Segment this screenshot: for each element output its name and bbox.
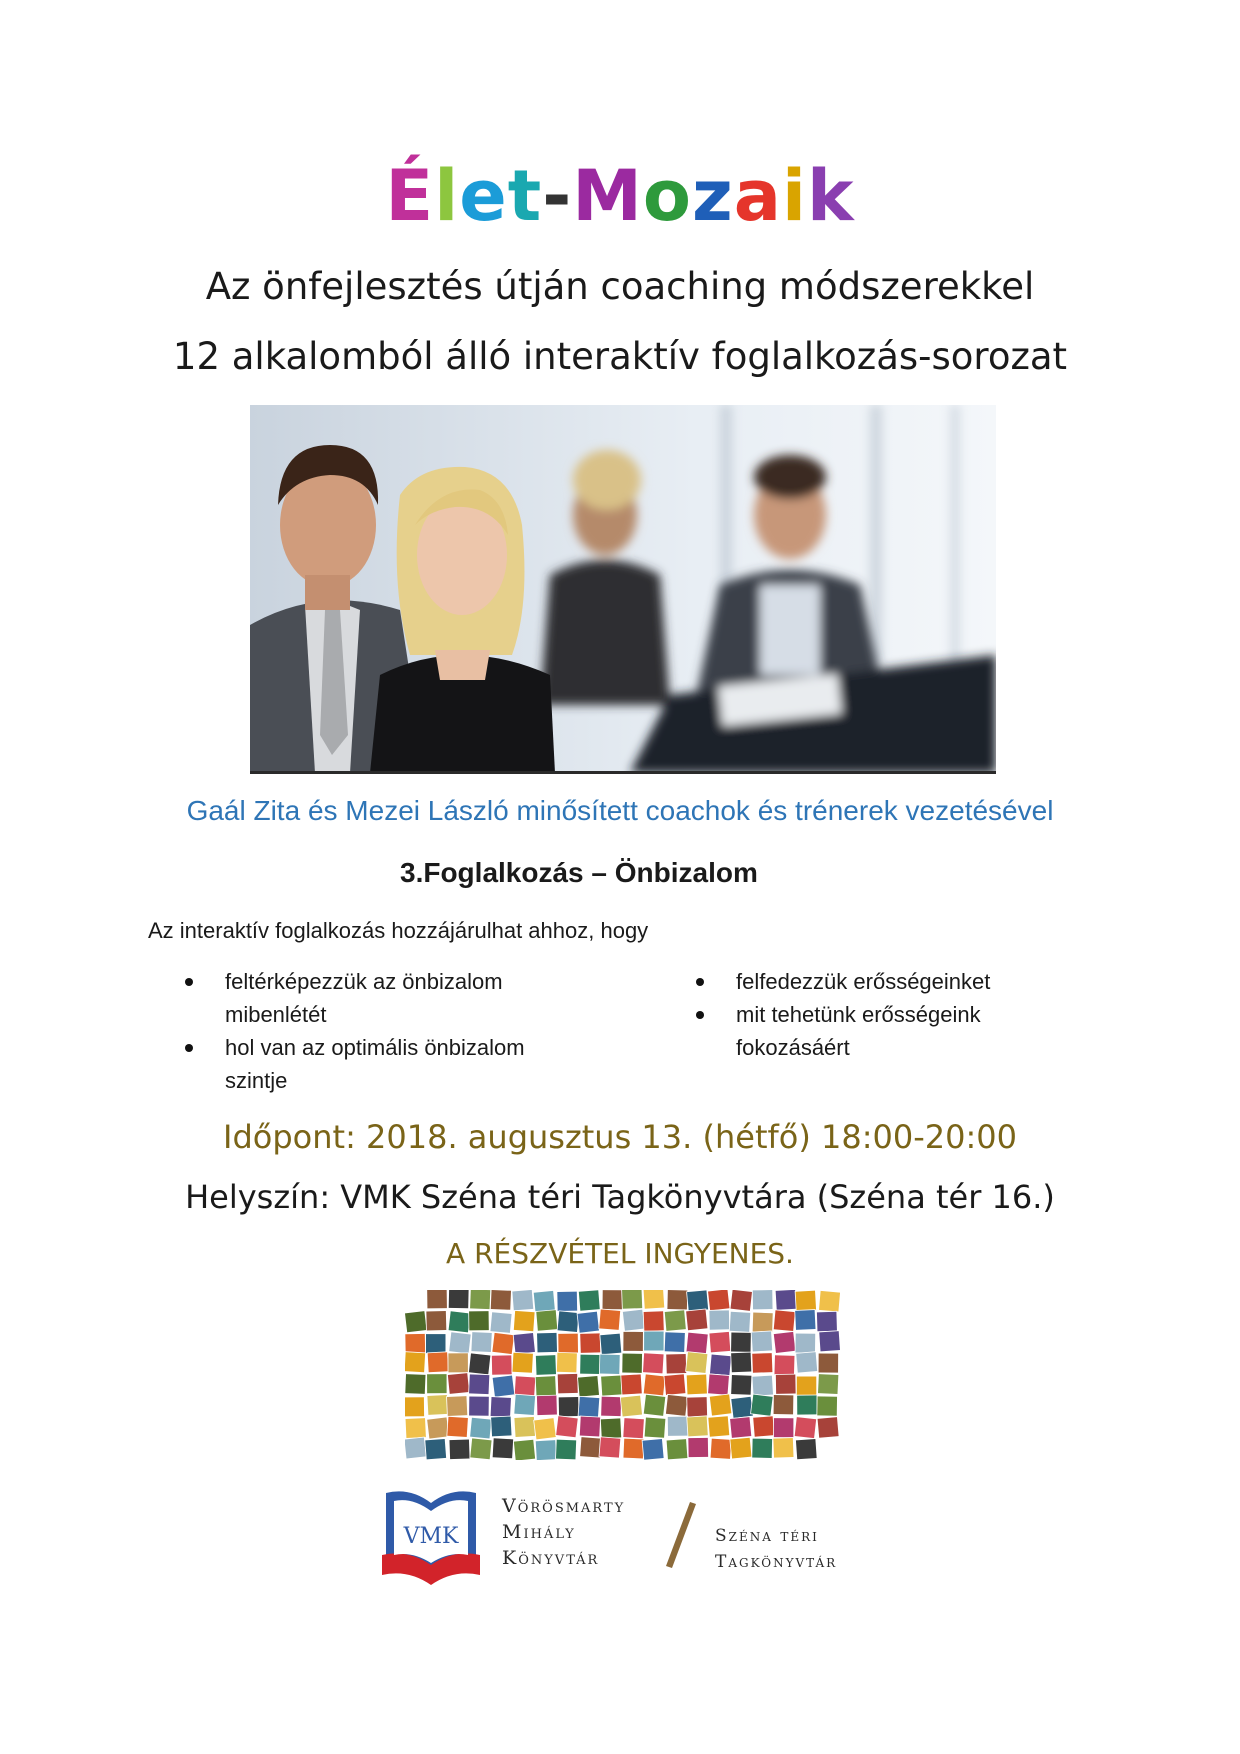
mosaic-tile: [643, 1311, 664, 1331]
mosaic-tile: [600, 1418, 621, 1439]
title-letter: É: [385, 155, 435, 237]
mosaic-tile: [688, 1437, 709, 1457]
mosaic-tile: [405, 1334, 426, 1354]
branch-name-line-2: Tagkönyvtár: [715, 1552, 838, 1572]
mosaic-tile: [621, 1374, 642, 1395]
mosaic-tile: [796, 1352, 818, 1373]
mosaic-tile: [577, 1311, 599, 1333]
mosaic-tile: [731, 1396, 754, 1418]
mosaic-tile: [623, 1438, 644, 1459]
mosaic-tile: [556, 1439, 577, 1460]
mosaic-tile: [623, 1418, 644, 1439]
mosaic-tile: [817, 1417, 839, 1438]
mosaic-tile: [795, 1310, 816, 1331]
bullet-icon: [696, 1011, 704, 1019]
mosaic-tile: [599, 1309, 621, 1330]
mosaic-tile: [666, 1354, 687, 1374]
mosaic-tile: [557, 1291, 578, 1311]
library-name-line-2: Mihály: [502, 1521, 576, 1543]
mosaic-tile: [686, 1309, 708, 1331]
mosaic-tile: [536, 1310, 558, 1331]
title-letter: l: [434, 155, 460, 237]
mosaic-tile: [580, 1333, 601, 1353]
bullet-list-left: [185, 965, 565, 1097]
mosaic-tile: [556, 1352, 577, 1372]
mosaic-tile: [642, 1439, 664, 1460]
free-entry-note: A RÉSZVÉTEL INGYENES.: [446, 1237, 794, 1270]
mosaic-tile: [599, 1354, 620, 1374]
mosaic-tile: [708, 1290, 730, 1311]
title-letter: z: [692, 155, 734, 237]
vmk-logo-icon: [380, 1485, 482, 1585]
mosaic-tile: [427, 1352, 448, 1373]
mosaic-tile: [686, 1374, 707, 1395]
mosaic-tile: [578, 1376, 600, 1397]
title-letter: e: [459, 155, 508, 237]
mosaic-tile: [664, 1310, 686, 1332]
mosaic-tile: [708, 1374, 730, 1395]
mosaic-tile: [622, 1290, 643, 1309]
mosaic-tile: [729, 1311, 750, 1332]
photo-mosaic-image: [405, 1290, 840, 1460]
mosaic-tile: [427, 1395, 448, 1416]
mosaic-tile: [405, 1437, 426, 1459]
mosaic-tile: [427, 1417, 450, 1439]
event-venue: Helyszín: VMK Széna téri Tagkönyvtára (Széna tér 16.): [185, 1178, 1055, 1216]
mosaic-tile: [492, 1438, 513, 1459]
mosaic-tile: [773, 1310, 795, 1332]
mosaic-tile: [816, 1311, 837, 1331]
mosaic-tile: [775, 1290, 796, 1310]
subtitle-line-1: Az önfejlesztés útján coaching módszerekkel: [205, 265, 1035, 308]
mosaic-tile: [686, 1332, 708, 1354]
mosaic-tile: [709, 1310, 730, 1330]
list-item: hol van az optimális önbizalom szintje: [185, 1031, 565, 1097]
title-letter: t: [507, 155, 543, 237]
mosaic-tile: [643, 1394, 665, 1416]
event-time: Időpont: 2018. augusztus 13. (hétfő) 18:00-20:00: [223, 1118, 1017, 1156]
mosaic-tile: [751, 1331, 772, 1352]
mosaic-tile: [405, 1418, 426, 1439]
title-letter: a: [733, 155, 783, 237]
mosaic-tile: [664, 1332, 685, 1353]
mosaic-tile: [491, 1355, 512, 1375]
mosaic-tile: [556, 1416, 579, 1438]
mosaic-tile: [644, 1417, 666, 1438]
mosaic-tile: [687, 1290, 709, 1312]
mosaic-tile: [731, 1332, 752, 1352]
mosaic-tile: [796, 1376, 816, 1396]
library-name-line-1: Vörösmarty: [502, 1495, 626, 1517]
mosaic-tile: [794, 1417, 816, 1439]
mosaic-tile: [818, 1353, 838, 1373]
mosaic-tile: [644, 1331, 664, 1351]
mosaic-tile: [490, 1397, 511, 1418]
mosaic-tile: [753, 1416, 775, 1437]
mosaic-tile: [448, 1311, 470, 1333]
mosaic-tile: [709, 1331, 731, 1352]
mosaic-tile: [709, 1394, 732, 1416]
mosaic-tile: [731, 1352, 752, 1373]
mosaic-tile: [730, 1417, 752, 1439]
mosaic-tile: [601, 1375, 623, 1396]
title-letter: k: [807, 155, 855, 237]
mosaic-tile: [469, 1396, 490, 1416]
mosaic-tile: [664, 1374, 686, 1395]
bullet-list-right: [696, 965, 1026, 1064]
mosaic-tile: [426, 1334, 446, 1354]
mosaic-tile: [514, 1376, 535, 1397]
mosaic-tile: [666, 1439, 688, 1460]
mosaic-tile: [470, 1290, 491, 1310]
mosaic-tile: [535, 1376, 556, 1397]
title-letter: M: [572, 155, 643, 237]
mosaic-tile: [492, 1332, 515, 1354]
mosaic-tile: [468, 1353, 490, 1375]
mosaic-tile: [773, 1331, 795, 1353]
mosaic-tile: [643, 1290, 665, 1309]
mosaic-tile: [469, 1311, 490, 1331]
mosaic-tile: [751, 1394, 774, 1416]
mosaic-tile: [710, 1438, 732, 1459]
mosaic-tile: [447, 1396, 468, 1417]
intro-text: Az interaktív foglalkozás hozzájárulhat ahhoz, hogy: [148, 918, 649, 943]
mosaic-tile: [405, 1397, 425, 1417]
mosaic-tile: [512, 1290, 534, 1311]
mosaic-tile: [578, 1290, 600, 1311]
mosaic-tile: [580, 1437, 602, 1458]
mosaic-tile: [578, 1396, 600, 1417]
library-name-line-3: Könyvtár: [502, 1547, 600, 1569]
mosaic-tile: [470, 1417, 492, 1439]
mosaic-tile: [643, 1374, 665, 1396]
mosaic-tile: [405, 1352, 426, 1373]
mosaic-tile: [447, 1416, 469, 1437]
title-letter: -: [542, 155, 573, 237]
mosaic-tile: [752, 1353, 773, 1374]
mosaic-tile: [537, 1332, 558, 1352]
mosaic-tile: [537, 1395, 558, 1415]
mosaic-tile: [579, 1416, 600, 1437]
mosaic-tile: [514, 1416, 535, 1437]
mosaic-tile: [795, 1290, 816, 1311]
mosaic-tile: [708, 1416, 730, 1437]
mosaic-tile: [665, 1394, 687, 1416]
mosaic-tile: [818, 1374, 839, 1395]
session-title: 3.Foglalkozás – Önbizalom: [400, 857, 758, 888]
mosaic-tile: [819, 1290, 840, 1311]
mosaic-tile: [558, 1397, 579, 1417]
mosaic-tile: [535, 1440, 556, 1460]
mosaic-tile: [513, 1439, 535, 1460]
mosaic-tile: [469, 1374, 490, 1395]
mosaic-tile: [449, 1439, 470, 1459]
branch-name-line-1: Széna téri: [715, 1526, 819, 1546]
mosaic-tile: [730, 1290, 752, 1311]
photo-underline: [250, 771, 996, 774]
mosaic-tile: [491, 1416, 512, 1437]
mosaic-tile: [471, 1332, 492, 1353]
mosaic-tile: [426, 1311, 447, 1331]
mosaic-tile: [427, 1290, 448, 1309]
mosaic-tile: [405, 1374, 426, 1395]
list-item: mit tehetünk erősségeink fokozásáért: [696, 998, 1026, 1064]
mosaic-tile: [730, 1437, 752, 1459]
mosaic-tile: [752, 1375, 773, 1396]
mosaic-tile: [795, 1439, 817, 1460]
coaches-line: Gaál Zita és Mezei László minősített coachok és trénerek vezetésével: [186, 795, 1054, 826]
mosaic-tile: [535, 1355, 556, 1376]
mosaic-tile: [492, 1375, 515, 1397]
title-letter: i: [782, 155, 808, 237]
mosaic-tile: [686, 1352, 708, 1374]
mosaic-tile: [513, 1310, 535, 1331]
mosaic-tile: [470, 1438, 492, 1460]
mosaic-tile: [448, 1353, 468, 1373]
mosaic-tile: [602, 1290, 623, 1310]
mosaic-tile: [580, 1354, 601, 1374]
mosaic-tile: [774, 1355, 795, 1375]
mosaic-tile: [512, 1352, 533, 1373]
mosaic-tile: [667, 1416, 688, 1436]
mosaic-tile: [687, 1397, 708, 1417]
bullet-icon: [185, 1044, 193, 1052]
list-item: felfedezzük erősségeinket: [696, 965, 1026, 998]
mosaic-tile: [752, 1290, 773, 1310]
mosaic-tile: [405, 1311, 427, 1333]
mosaic-tile: [819, 1331, 840, 1352]
mosaic-tile: [425, 1439, 447, 1460]
mosaic-tile: [687, 1416, 708, 1437]
mosaic-tile: [601, 1396, 622, 1416]
bullet-icon: [696, 978, 704, 986]
mosaic-tile: [490, 1290, 511, 1310]
mosaic-tile: [817, 1396, 838, 1416]
mosaic-tile: [731, 1375, 752, 1396]
mosaic-tile: [623, 1331, 643, 1351]
mosaic-tile: [448, 1290, 469, 1309]
mosaic-tile: [557, 1373, 578, 1393]
library-name: [502, 1493, 625, 1571]
logo-divider-slash: [660, 1500, 700, 1570]
mosaic-tile: [797, 1395, 817, 1415]
mosaic-tile: [710, 1354, 732, 1376]
mosaic-tile: [643, 1353, 664, 1374]
bullet-icon: [185, 978, 193, 986]
mosaic-tile: [558, 1333, 579, 1353]
mosaic-tile: [752, 1312, 773, 1332]
mosaic-tile: [775, 1374, 796, 1394]
mosaic-tile: [773, 1438, 794, 1458]
mosaic-tile: [490, 1312, 512, 1334]
branch-library-name: [715, 1523, 837, 1575]
mosaic-tile: [620, 1395, 642, 1417]
coaches-photo: [250, 405, 996, 773]
subtitle-line-2: 12 alkalomból álló interaktív foglalkozás-sorozat: [172, 335, 1068, 378]
vmk-logo-text: VMK: [403, 1524, 459, 1549]
mosaic-tile: [599, 1437, 621, 1458]
mosaic-tile: [513, 1333, 535, 1355]
mosaic-tile: [600, 1333, 622, 1354]
mosaic-tile: [773, 1418, 793, 1438]
mosaic-tile: [514, 1394, 536, 1415]
mosaic-tile: [752, 1438, 773, 1458]
mosaic-tile: [447, 1373, 469, 1395]
mosaic-tile: [773, 1395, 794, 1415]
mosaic-tile: [667, 1290, 688, 1310]
mosaic-tile: [533, 1290, 555, 1312]
mosaic-tile: [534, 1418, 557, 1440]
mosaic-tile: [449, 1332, 471, 1354]
title-letter: o: [642, 155, 693, 237]
mosaic-tile: [557, 1311, 579, 1333]
list-item: feltérképezzük az önbizalom mibenlétét: [185, 965, 565, 1031]
mosaic-tile: [622, 1353, 643, 1373]
mosaic-tile: [622, 1309, 644, 1331]
mosaic-tile: [795, 1333, 816, 1353]
mosaic-tile: [427, 1374, 447, 1394]
poster-title: [0, 155, 1240, 237]
